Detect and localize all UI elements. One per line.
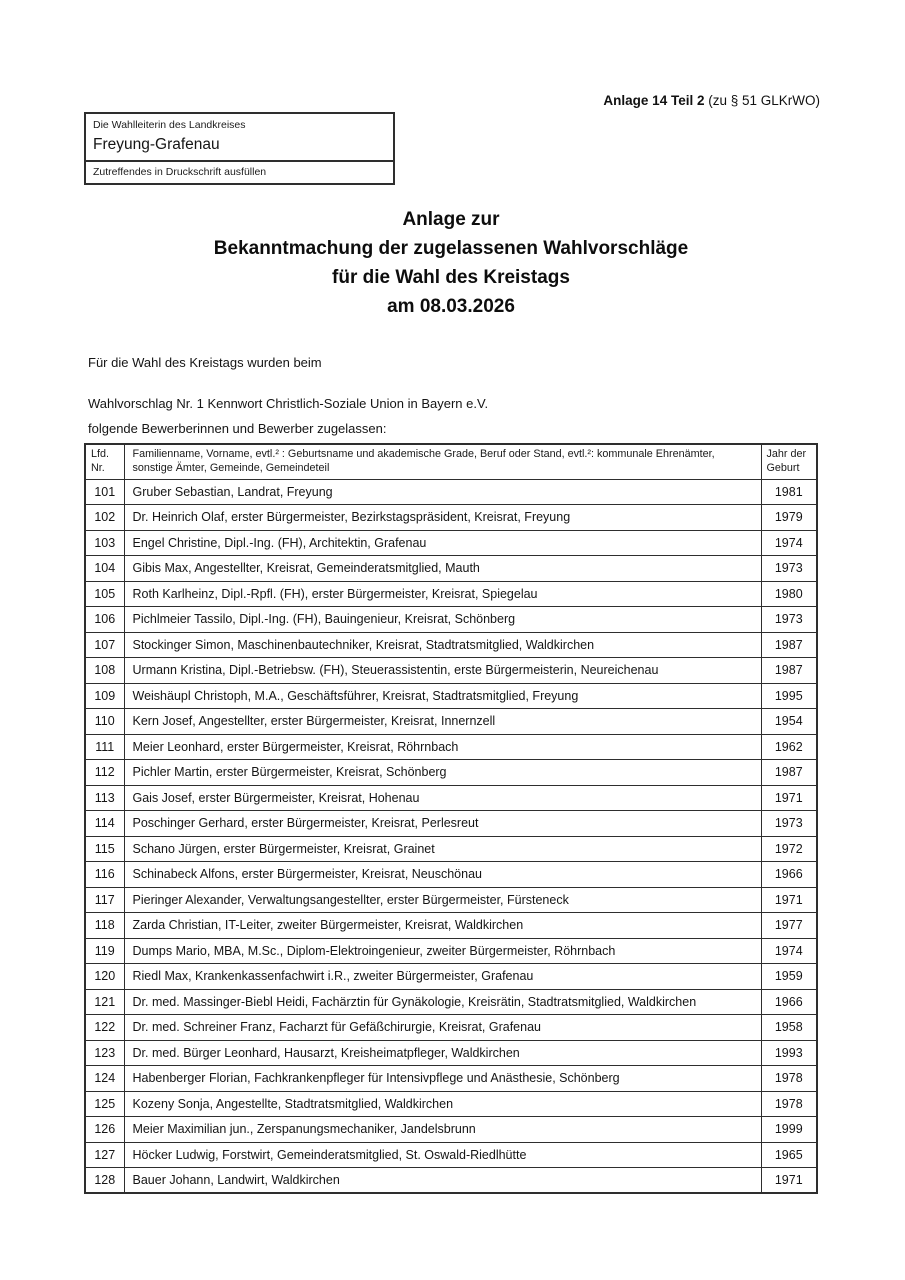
candidate-birth-year: 1987 (761, 632, 817, 658)
candidate-birth-year: 1979 (761, 505, 817, 531)
table-row (85, 530, 817, 556)
candidate-birth-year: 1966 (761, 862, 817, 888)
candidate-birth-year: 1971 (761, 785, 817, 811)
table-row (85, 556, 817, 582)
candidate-number: 108 (85, 658, 124, 684)
table-row (85, 760, 817, 786)
table-row (85, 581, 817, 607)
header-lfd-nr-line2: Nr. (91, 461, 105, 474)
header-birth-year (761, 444, 817, 479)
candidate-number: 112 (85, 760, 124, 786)
candidate-details: Dr. med. Schreiner Franz, Facharzt für Gefäßchirurgie, Kreisrat, Grafenau (124, 1015, 761, 1041)
candidate-number: 118 (85, 913, 124, 939)
form-reference-number: Anlage 14 Teil 2 (603, 93, 705, 108)
table-row (85, 734, 817, 760)
candidate-number: 125 (85, 1091, 124, 1117)
candidate-birth-year: 1981 (761, 479, 817, 505)
candidate-birth-year: 1965 (761, 1142, 817, 1168)
candidate-number: 107 (85, 632, 124, 658)
candidate-number: 105 (85, 581, 124, 607)
table-row (85, 1015, 817, 1041)
candidate-birth-year: 1962 (761, 734, 817, 760)
candidate-birth-year: 1971 (761, 887, 817, 913)
candidate-number: 121 (85, 989, 124, 1015)
candidates-table (84, 443, 818, 1194)
candidate-birth-year: 1978 (761, 1091, 817, 1117)
candidate-details: Riedl Max, Krankenkassenfachwirt i.R., zweiter Bürgermeister, Grafenau (124, 964, 761, 990)
candidate-details: Pichler Martin, erster Bürgermeister, Kreisrat, Schönberg (124, 760, 761, 786)
candidate-birth-year: 1993 (761, 1040, 817, 1066)
candidate-details: Gais Josef, erster Bürgermeister, Kreisrat, Hohenau (124, 785, 761, 811)
candidate-birth-year: 1980 (761, 581, 817, 607)
intro-line-2: Wahlvorschlag Nr. 1 Kennwort Christlich-Soziale Union in Bayern e.V. (88, 396, 489, 411)
candidate-birth-year: 1973 (761, 556, 817, 582)
candidate-details: Schinabeck Alfons, erster Bürgermeister, Kreisrat, Neuschönau (124, 862, 761, 888)
intro-line-3: folgende Bewerberinnen und Bewerber zugelassen: (88, 421, 387, 436)
candidate-number: 103 (85, 530, 124, 556)
candidate-birth-year: 1973 (761, 811, 817, 837)
candidates-table-body (85, 479, 817, 1193)
title-line-2: Bekanntmachung der zugelassenen Wahlvorschläge (213, 238, 689, 259)
form-reference (603, 93, 820, 108)
candidate-birth-year: 1987 (761, 658, 817, 684)
candidate-number: 120 (85, 964, 124, 990)
table-row (85, 1040, 817, 1066)
candidate-details: Zarda Christian, IT-Leiter, zweiter Bürgermeister, Kreisrat, Waldkirchen (124, 913, 761, 939)
form-reference-law: (zu § 51 GLKrWO) (704, 93, 820, 108)
candidate-number: 123 (85, 1040, 124, 1066)
candidate-details: Dr. med. Bürger Leonhard, Hausarzt, Kreisheimatpfleger, Waldkirchen (124, 1040, 761, 1066)
candidate-details: Bauer Johann, Landwirt, Waldkirchen (124, 1168, 761, 1194)
table-row (85, 658, 817, 684)
candidate-details: Dr. Heinrich Olaf, erster Bürgermeister, Bezirkstagspräsident, Kreisrat, Freyung (124, 505, 761, 531)
table-row (85, 607, 817, 633)
candidate-details: Urmann Kristina, Dipl.-Betriebsw. (FH), Steuerassistentin, erste Bürgermeisterin, Neureichenau (124, 658, 761, 684)
table-row (85, 505, 817, 531)
candidate-birth-year: 1972 (761, 836, 817, 862)
candidate-number: 113 (85, 785, 124, 811)
table-row (85, 811, 817, 837)
header-birth-year-line1: Jahr der (766, 448, 807, 461)
candidate-number: 106 (85, 607, 124, 633)
table-row (85, 632, 817, 658)
title-line-1: Anlage zur (402, 209, 500, 230)
issuer-box (84, 112, 395, 185)
intro-line-1: Für die Wahl des Kreistags wurden beim (88, 355, 322, 370)
candidate-details: Meier Leonhard, erster Bürgermeister, Kreisrat, Röhrnbach (124, 734, 761, 760)
table-row (85, 836, 817, 862)
candidate-number: 122 (85, 1015, 124, 1041)
candidate-birth-year: 1959 (761, 964, 817, 990)
candidate-number: 128 (85, 1168, 124, 1194)
candidate-details: Weishäupl Christoph, M.A., Geschäftsführer, Kreisrat, Stadtratsmitglied, Freyung (124, 683, 761, 709)
table-row (85, 989, 817, 1015)
table-row (85, 913, 817, 939)
header-lfd-nr-line1: Lfd. (91, 448, 110, 461)
table-row (85, 887, 817, 913)
candidate-birth-year: 1958 (761, 1015, 817, 1041)
issuer-box-top (86, 114, 393, 162)
candidate-details: Gruber Sebastian, Landrat, Freyung (124, 479, 761, 505)
table-row (85, 938, 817, 964)
candidate-details: Meier Maximilian jun., Zerspanungsmechaniker, Jandelsbrunn (124, 1117, 761, 1143)
table-row (85, 709, 817, 735)
candidate-number: 114 (85, 811, 124, 837)
table-row (85, 1142, 817, 1168)
candidate-number: 117 (85, 887, 124, 913)
header-candidate-details: Familienname, Vorname, evtl.² : Geburtsname und akademische Grade, Beruf oder Stand, evtl.²: kommunale Ehrenämter, sonstige Ämter, Gemeinde, Gemeindeteil (124, 444, 761, 479)
table-row (85, 683, 817, 709)
candidate-number: 124 (85, 1066, 124, 1092)
candidate-number: 111 (85, 734, 124, 760)
table-row (85, 1091, 817, 1117)
candidate-birth-year: 1987 (761, 760, 817, 786)
title-line-4: am 08.03.2026 (387, 296, 515, 317)
candidate-birth-year: 1978 (761, 1066, 817, 1092)
candidate-number: 101 (85, 479, 124, 505)
candidate-details: Gibis Max, Angestellter, Kreisrat, Gemeinderatsmitglied, Mauth (124, 556, 761, 582)
candidate-birth-year: 1966 (761, 989, 817, 1015)
candidate-number: 102 (85, 505, 124, 531)
candidate-number: 127 (85, 1142, 124, 1168)
candidate-birth-year: 1974 (761, 530, 817, 556)
candidate-number: 109 (85, 683, 124, 709)
candidate-number: 116 (85, 862, 124, 888)
table-row (85, 479, 817, 505)
title-line-3: für die Wahl des Kreistags (332, 267, 570, 288)
candidates-table-header (85, 444, 817, 479)
candidate-details: Engel Christine, Dipl.-Ing. (FH), Architektin, Grafenau (124, 530, 761, 556)
header-row (85, 444, 817, 479)
candidate-details: Schano Jürgen, erster Bürgermeister, Kreisrat, Grainet (124, 836, 761, 862)
candidate-number: 126 (85, 1117, 124, 1143)
header-lfd-nr (85, 444, 124, 479)
issuer-role-label: Die Wahlleiterin des Landkreises (93, 119, 246, 131)
candidate-number: 110 (85, 709, 124, 735)
candidate-birth-year: 1995 (761, 683, 817, 709)
candidate-details: Höcker Ludwig, Forstwirt, Gemeinderatsmitglied, St. Oswald-Riedlhütte (124, 1142, 761, 1168)
table-row (85, 1168, 817, 1194)
table-row (85, 785, 817, 811)
candidate-birth-year: 1999 (761, 1117, 817, 1143)
document-title (84, 205, 818, 321)
candidate-birth-year: 1977 (761, 913, 817, 939)
candidate-details: Dr. med. Massinger-Biebl Heidi, Fachärztin für Gynäkologie, Kreisrätin, Stadtratsmitglied, Waldkirchen (124, 989, 761, 1015)
candidate-number: 119 (85, 938, 124, 964)
candidate-details: Kozeny Sonja, Angestellte, Stadtratsmitglied, Waldkirchen (124, 1091, 761, 1117)
issuer-district-name: Freyung-Grafenau (93, 136, 220, 153)
table-row (85, 1117, 817, 1143)
table-row (85, 964, 817, 990)
candidate-number: 115 (85, 836, 124, 862)
candidate-details: Dumps Mario, MBA, M.Sc., Diplom-Elektroingenieur, zweiter Bürgermeister, Röhrnbach (124, 938, 761, 964)
candidate-details: Poschinger Gerhard, erster Bürgermeister, Kreisrat, Perlesreut (124, 811, 761, 837)
candidate-birth-year: 1973 (761, 607, 817, 633)
table-row (85, 862, 817, 888)
candidate-details: Roth Karlheinz, Dipl.-Rpfl. (FH), erster Bürgermeister, Kreisrat, Spiegelau (124, 581, 761, 607)
candidate-details: Stockinger Simon, Maschinenbautechniker, Kreisrat, Stadtratsmitglied, Waldkirchen (124, 632, 761, 658)
candidate-number: 104 (85, 556, 124, 582)
header-birth-year-line2: Geburt (766, 461, 800, 474)
candidate-details: Habenberger Florian, Fachkrankenpfleger für Intensivpflege und Anästhesie, Schönberg (124, 1066, 761, 1092)
candidate-birth-year: 1971 (761, 1168, 817, 1194)
candidate-details: Pieringer Alexander, Verwaltungsangestellter, erster Bürgermeister, Fürsteneck (124, 887, 761, 913)
candidate-birth-year: 1974 (761, 938, 817, 964)
candidate-details: Kern Josef, Angestellter, erster Bürgermeister, Kreisrat, Innernzell (124, 709, 761, 735)
candidate-details: Pichlmeier Tassilo, Dipl.-Ing. (FH), Bauingenieur, Kreisrat, Schönberg (124, 607, 761, 633)
issuer-box-note: Zutreffendes in Druckschrift ausfüllen (93, 166, 267, 178)
table-row (85, 1066, 817, 1092)
candidate-birth-year: 1954 (761, 709, 817, 735)
